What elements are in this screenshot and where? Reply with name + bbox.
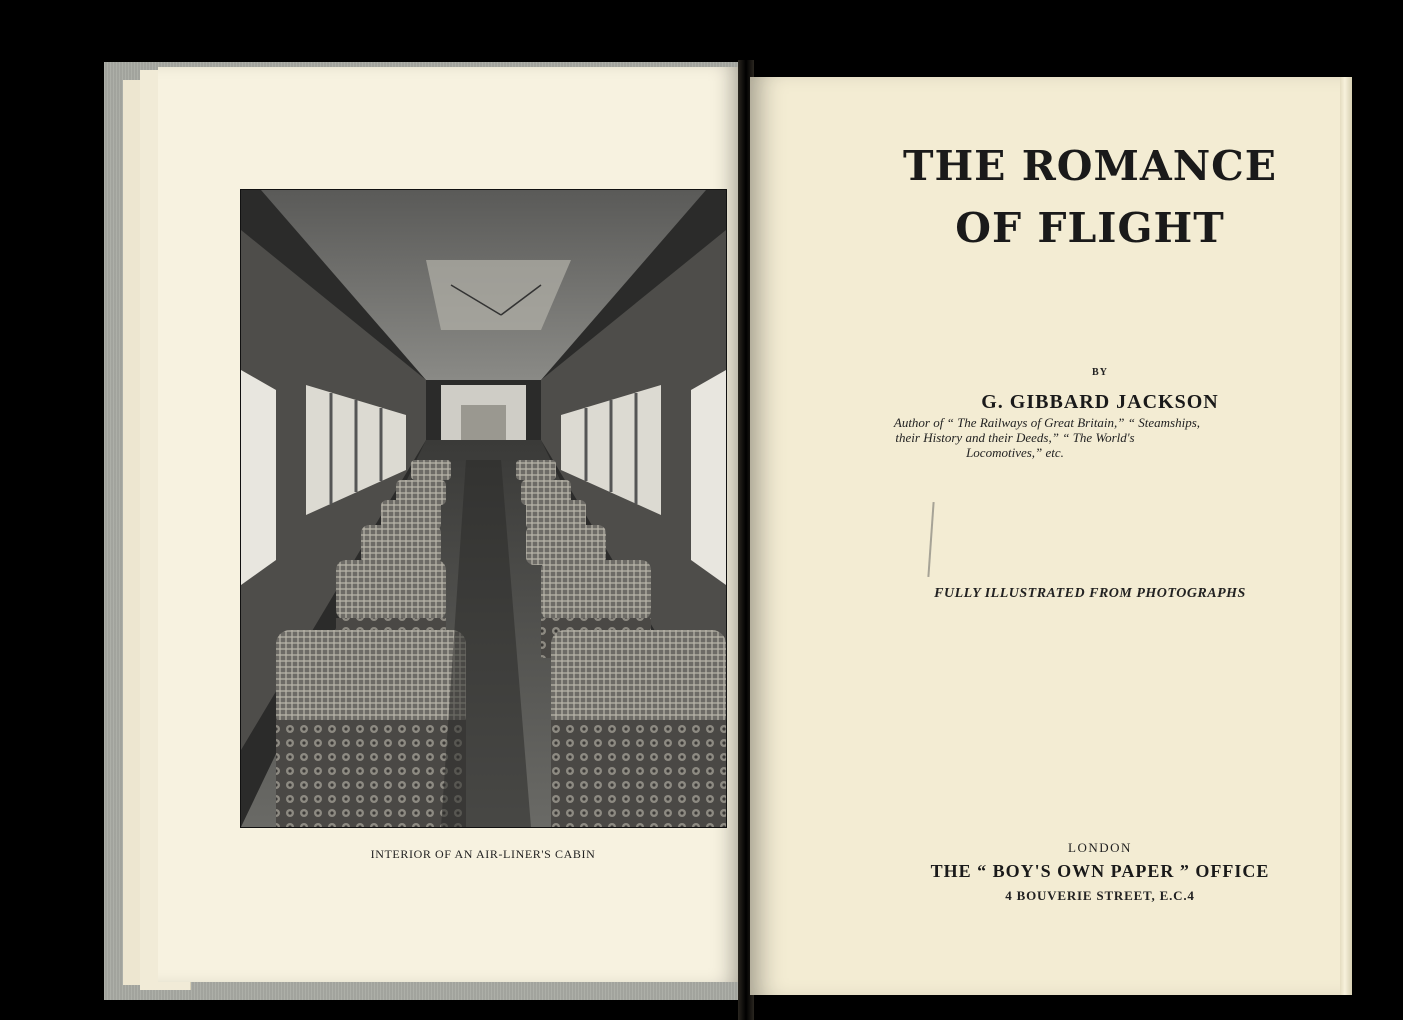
title-page [750,77,1352,995]
credits-line-1: Author of “ The Railways of Great Britain,” “ Steamships, [893,415,1200,430]
illustrated-note: FULLY ILLUSTRATED FROM PHOTOGRAPHS [934,586,1246,601]
publisher-name: THE “ BOY'S OWN PAPER ” OFFICE [930,861,1270,881]
publisher-city: LONDON [1068,840,1132,855]
credits-line-3: Locomotives,” etc. [966,445,1064,460]
cabin-photograph [240,189,727,828]
author-name: G. GIBBARD JACKSON [981,391,1219,413]
author-credits [850,415,1200,460]
credits-line-2: their History and their Deeds,” “ The World's [895,430,1135,445]
plate-caption: INTERIOR OF AN AIR-LINER'S CABIN [370,847,596,861]
page-edges [1340,77,1352,995]
frontispiece-page [158,67,740,982]
pencil-mark [927,502,934,577]
book-title-line1: THE ROMANCE [902,142,1278,190]
cabin-photo-illustration [241,190,726,827]
publisher-address: 4 BOUVERIE STREET, E.C.4 [1005,888,1195,903]
by-label: BY [1092,367,1108,378]
book-title-line2: OF FLIGHT [955,204,1225,252]
